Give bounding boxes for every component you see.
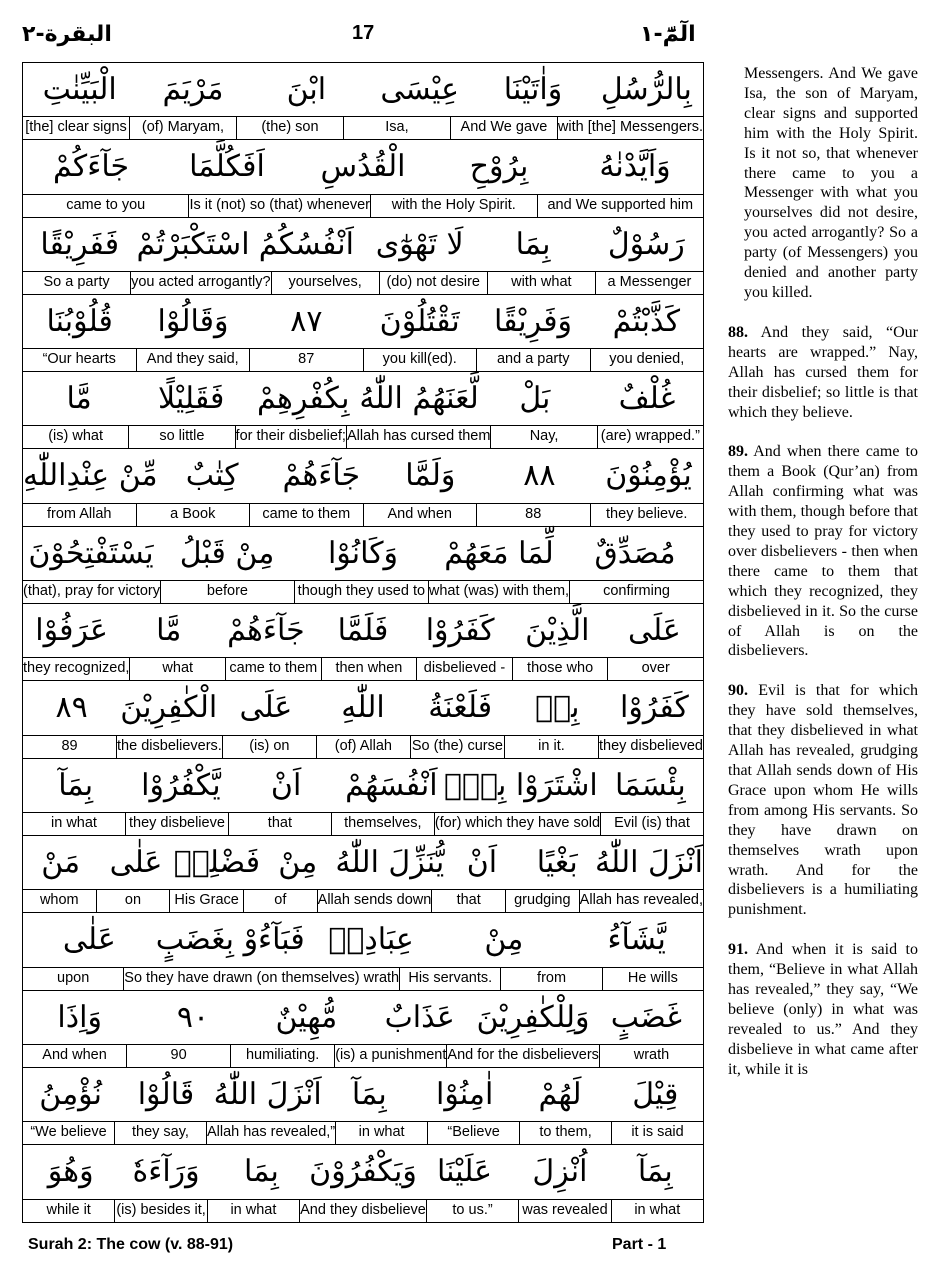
arabic-word: نُؤْمِنُ xyxy=(39,1076,103,1112)
english-gloss: (of) Maryam, xyxy=(129,117,236,139)
juz-name-header: الٓمّٓ-١ xyxy=(640,22,696,47)
english-gloss: you kill(ed). xyxy=(363,349,477,371)
arabic-word: عِبَادِهٖ xyxy=(328,922,414,958)
translation-text-88: And they said, “Our hearts are wrapped.” Nay, Allah has cursed them for their disbelief; so little is that which they believe. xyxy=(728,323,918,421)
english-gloss: whom xyxy=(39,892,79,909)
english-gloss: that xyxy=(228,813,331,835)
grid-row xyxy=(23,218,703,295)
arabic-word: وَيَكْفُرُوْنَ xyxy=(309,1154,417,1190)
arabic-word: بِمَا xyxy=(515,226,551,262)
english-gloss-line xyxy=(23,1044,703,1067)
english-gloss: [the] clear signs xyxy=(25,119,127,136)
english-gloss: those who xyxy=(512,658,608,680)
english-gloss: so little xyxy=(128,426,234,448)
english-gloss: in what xyxy=(611,1200,703,1222)
english-gloss: of xyxy=(243,890,317,912)
arabic-word: غَضَبٍ xyxy=(610,999,682,1035)
english-gloss: to us.” xyxy=(426,1200,518,1222)
arabic-word: لِّمَا مَعَهُمْ xyxy=(444,535,554,571)
arabic-word: عَلٰى xyxy=(109,844,163,880)
grid-row xyxy=(23,991,703,1068)
arabic-word: وَرَآءَهٗ xyxy=(132,1154,200,1190)
arabic-word: اٰمِنُوْا xyxy=(436,1076,494,1112)
arabic-word: قَالُوْا xyxy=(137,1076,195,1112)
english-gloss: His servants. xyxy=(399,968,500,990)
english-gloss: in it. xyxy=(504,736,598,758)
verse-number-90: 90. xyxy=(728,682,748,700)
english-gloss: (do) not desire xyxy=(379,272,487,294)
arabic-word: الْقُدُسِ xyxy=(320,149,406,185)
arabic-word: كِتٰبٌ xyxy=(185,458,239,494)
english-gloss: from Allah xyxy=(47,505,112,522)
verse-number-89: 89. xyxy=(728,443,748,461)
english-gloss: a Book xyxy=(136,504,250,526)
arabic-line xyxy=(23,913,703,967)
arabic-word: ٨٧ xyxy=(290,303,323,339)
english-gloss-line xyxy=(23,194,703,217)
arabic-word: مُّهِيْنٌ xyxy=(275,999,338,1035)
arabic-word: عَرَفُوْا xyxy=(35,613,108,649)
arabic-word: فَضْلِهٖ xyxy=(173,844,261,880)
surah-name-header: البقرة-٢ xyxy=(22,22,112,47)
english-gloss: Allah has revealed, xyxy=(579,890,703,912)
arabic-word: يَسْتَفْتِحُوْنَ xyxy=(28,535,154,571)
arabic-word: بِهٖ xyxy=(535,690,580,726)
arabic-word: اَنْ xyxy=(270,767,302,803)
grid-row xyxy=(23,836,703,913)
english-gloss: (are) wrapped.” xyxy=(597,426,703,448)
translation-verse-87-continued: Messengers. And We gave Isa, the son of Maryam, clear signs and supported him with the Holy Spirit. Is it not so, that whenever there came to you a Messenger with what you yourselves did not desire, you acted arrogantly? So a party (of Messengers) you denied and another party you killed. xyxy=(744,65,918,301)
english-gloss: confirming xyxy=(569,581,703,603)
grid-row xyxy=(23,1145,703,1222)
english-gloss: 90 xyxy=(126,1045,230,1067)
english-gloss: with what xyxy=(487,272,595,294)
english-gloss: in what xyxy=(207,1200,299,1222)
grid-row xyxy=(23,527,703,604)
english-gloss: Is it (not) so (that) whenever xyxy=(188,195,370,217)
english-gloss: while it xyxy=(46,1202,91,1219)
english-gloss: Evil (is) that xyxy=(600,813,703,835)
arabic-word: يَّكْفُرُوْا xyxy=(141,767,221,803)
arabic-line xyxy=(23,218,703,272)
english-gloss: with [the] Messengers. xyxy=(557,117,703,139)
english-gloss: before xyxy=(160,581,294,603)
translation-verse-90 xyxy=(728,681,918,920)
arabic-word: مَرْيَمَ xyxy=(162,72,224,107)
arabic-word: عَلٰى xyxy=(62,922,116,958)
arabic-word: كَفَرُوْا xyxy=(425,613,495,649)
arabic-word: اَفَكُلَّمَا xyxy=(189,149,265,185)
english-gloss: So a party xyxy=(43,273,110,290)
english-gloss: grudging xyxy=(505,890,579,912)
arabic-word: يَّشَآءُ xyxy=(607,922,666,958)
arabic-word: بِئْسَمَا xyxy=(615,767,686,803)
english-gloss: in what xyxy=(51,814,97,831)
english-gloss: And for the disbelievers xyxy=(446,1045,599,1067)
arabic-word: كَذَّبْتُمْ xyxy=(612,303,681,339)
translation-verse-91 xyxy=(728,940,918,1079)
grid-row xyxy=(23,449,703,526)
arabic-word: مِنْ xyxy=(278,844,318,880)
english-gloss: Allah has revealed,” xyxy=(206,1122,335,1144)
english-gloss: upon xyxy=(57,969,90,986)
english-gloss-line xyxy=(23,812,703,835)
arabic-word: قِيْلَ xyxy=(632,1076,679,1112)
arabic-word: اشْتَرَوْا بِهٖٓ xyxy=(443,767,598,803)
arabic-word: اَنْفُسَهُمْ xyxy=(345,767,438,803)
arabic-word: بَغْيًا xyxy=(536,844,578,880)
arabic-word: تَقْتُلُوْنَ xyxy=(379,303,460,339)
english-gloss: you denied, xyxy=(590,349,704,371)
english-gloss-line xyxy=(23,116,703,139)
arabic-word: لَهُمْ xyxy=(538,1076,582,1112)
english-gloss: And they said, xyxy=(136,349,250,371)
english-gloss: (is) what xyxy=(48,428,104,445)
arabic-word: عَذَابٌ xyxy=(384,999,455,1035)
english-gloss: it is said xyxy=(611,1122,703,1144)
english-gloss: then when xyxy=(321,658,417,680)
english-gloss: from xyxy=(500,968,601,990)
verse-number-88: 88. xyxy=(728,323,748,341)
arabic-word: فَقَلِيْلًا xyxy=(157,381,225,417)
arabic-word: ابْنَ xyxy=(286,72,327,107)
english-gloss: they disbelieve xyxy=(125,813,228,835)
english-gloss: Nay, xyxy=(490,426,596,448)
arabic-word: لَا تَهْوٰٓى xyxy=(375,226,464,262)
arabic-word: يُؤْمِنُوْنَ xyxy=(605,458,692,494)
english-gloss: wrath xyxy=(599,1045,703,1067)
english-gloss: you acted arrogantly? xyxy=(130,272,270,294)
arabic-word: مِّنْ عِنْدِاللّٰهِ xyxy=(22,458,158,494)
arabic-word: ٩٠ xyxy=(176,999,210,1035)
arabic-word: وَقَالُوْا xyxy=(157,303,229,339)
english-gloss-line xyxy=(23,967,703,990)
english-gloss: (the) son xyxy=(236,117,343,139)
arabic-word: يُّنَزِّلَ اللّٰهُ xyxy=(335,844,445,880)
grid-row xyxy=(23,681,703,758)
grid-row xyxy=(23,63,703,140)
arabic-word: بَلْ xyxy=(519,381,551,417)
arabic-line xyxy=(23,63,703,117)
english-gloss: though they used to xyxy=(294,581,428,603)
arabic-line xyxy=(23,836,703,890)
arabic-word: وَكَانُوْا xyxy=(327,535,399,571)
arabic-word: وَاِذَا xyxy=(57,999,102,1035)
grid-row xyxy=(23,372,703,449)
arabic-line xyxy=(23,991,703,1045)
english-gloss: (that), pray for victory xyxy=(22,583,160,600)
english-gloss: humiliating. xyxy=(230,1045,334,1067)
english-gloss: the disbelievers. xyxy=(116,736,222,758)
grid-row xyxy=(23,295,703,372)
arabic-word: اُنْزِلَ xyxy=(532,1154,588,1190)
english-gloss-line xyxy=(23,425,703,448)
arabic-word: عَلَى xyxy=(239,690,293,726)
english-gloss: to them, xyxy=(519,1122,611,1144)
arabic-word: بِمَآ xyxy=(351,1076,387,1112)
english-gloss-line xyxy=(23,503,703,526)
english-gloss: came to them xyxy=(249,504,363,526)
arabic-word: اَنْفُسُكُمُ xyxy=(258,226,354,262)
english-gloss: what xyxy=(129,658,225,680)
arabic-word: الَّذِيْنَ xyxy=(525,613,590,649)
arabic-word: مَّا xyxy=(66,381,92,417)
english-gloss: they believe. xyxy=(590,504,704,526)
english-gloss-line xyxy=(23,889,703,912)
arabic-word: اللّٰهِ xyxy=(341,690,385,726)
english-gloss: over xyxy=(607,658,703,680)
english-gloss: yourselves, xyxy=(271,272,379,294)
english-gloss: themselves, xyxy=(331,813,434,835)
arabic-word: بِكُفْرِهِمْ xyxy=(257,381,350,417)
english-gloss: “Believe xyxy=(427,1122,519,1144)
arabic-word: فَفَرِيْقًا xyxy=(40,226,120,262)
arabic-word: غُلْفٌ xyxy=(618,381,676,417)
translation-text-89: And when there came to them a Book (Qur’an) from Allah confirming what was with them, though before that they used to pray for victory over disbelievers - then when there came to them that which they recognized, they disbelieved in it. So the curse of Allah is on the disbelievers. xyxy=(728,443,918,660)
arabic-word: عِيْسَى xyxy=(380,72,460,107)
footer-part-info: Part - 1 xyxy=(612,1236,667,1253)
arabic-word: بِمَا xyxy=(244,1154,279,1190)
english-gloss: for their disbelief; xyxy=(235,426,346,448)
arabic-word: فَلَعْنَةُ xyxy=(428,690,493,726)
arabic-word: وَاٰتَيْنَا xyxy=(503,72,563,107)
arabic-word: كَفَرُوْا xyxy=(620,690,689,726)
english-gloss: was revealed xyxy=(518,1200,610,1222)
english-gloss: So (the) curse xyxy=(410,736,504,758)
arabic-word: عَلَيْنَا xyxy=(436,1154,493,1190)
arabic-word: ٨٩ xyxy=(55,690,88,726)
arabic-word: مِنْ قَبْلُ xyxy=(179,535,275,571)
arabic-word: فَلَمَّا xyxy=(337,613,389,649)
arabic-word: جَآءَهُمْ xyxy=(282,458,361,494)
english-gloss: “We believe xyxy=(30,1124,107,1141)
english-gloss: they say, xyxy=(114,1122,206,1144)
english-gloss: And when xyxy=(42,1046,107,1063)
arabic-word: لَّعَنَهُمُ اللّٰهُ xyxy=(359,381,479,417)
arabic-line xyxy=(23,681,703,735)
english-gloss: Isa, xyxy=(343,117,450,139)
translation-column xyxy=(728,64,918,1100)
arabic-word: رَسُوْلٌ xyxy=(607,226,685,262)
english-gloss: Allah sends down xyxy=(317,890,432,912)
english-gloss: and We supported him xyxy=(537,195,704,217)
english-gloss: (of) Allah xyxy=(316,736,410,758)
arabic-line xyxy=(23,527,703,581)
english-gloss: 89 xyxy=(61,737,78,754)
arabic-word: بِرُوْحِ xyxy=(469,149,529,185)
english-gloss: And We gave xyxy=(450,117,557,139)
english-gloss: and a party xyxy=(476,349,590,371)
translation-text-90: Evil is that for which they have sold themselves, that they disbelieved in what Allah has revealed, grudging that Allah sends down of His Grace upon whom He wills from among His servants. So they have drawn on themselves wrath upon wrath. And for the disbelievers is a humiliating punishment. xyxy=(728,682,918,919)
grid-row xyxy=(23,604,703,681)
arabic-word: قُلُوْبُنَا xyxy=(46,303,113,339)
english-gloss: what (was) with them, xyxy=(428,581,569,603)
english-gloss: they recognized, xyxy=(23,660,130,677)
english-gloss: came to you xyxy=(66,196,146,213)
arabic-word: مَّا xyxy=(156,613,182,649)
verse-number-91: 91. xyxy=(728,941,748,959)
arabic-word: جَآءَكُمْ xyxy=(52,149,130,185)
english-gloss-line xyxy=(23,735,703,758)
arabic-word: وَاَيَّدْنٰهُ xyxy=(599,149,671,185)
grid-row xyxy=(23,1068,703,1145)
arabic-word: الْكٰفِرِيْنَ xyxy=(120,690,218,726)
english-gloss: (is) besides it, xyxy=(114,1200,206,1222)
arabic-line xyxy=(23,759,703,813)
english-gloss-line xyxy=(23,271,703,294)
arabic-line xyxy=(23,1145,703,1199)
english-gloss: His Grace xyxy=(169,890,243,912)
english-gloss: disbelieved - xyxy=(416,658,512,680)
english-gloss: that xyxy=(431,890,505,912)
english-gloss: a Messenger xyxy=(595,272,703,294)
english-gloss: in what xyxy=(335,1122,427,1144)
grid-row xyxy=(23,140,703,217)
arabic-word: بِمَآ xyxy=(637,1154,673,1190)
english-gloss: (is) on xyxy=(222,736,316,758)
arabic-line xyxy=(23,449,703,503)
arabic-word: اَنْ xyxy=(466,844,498,880)
english-gloss: And when xyxy=(363,504,477,526)
english-gloss: So they have drawn (on themselves) wrath xyxy=(123,968,399,990)
arabic-word: مَنْ xyxy=(41,844,81,880)
arabic-line xyxy=(23,1068,703,1122)
english-gloss-line xyxy=(23,348,703,371)
arabic-word: جَآءَهُمْ xyxy=(227,613,305,649)
english-gloss: And they disbelieve xyxy=(299,1200,426,1222)
grid-row xyxy=(23,913,703,990)
arabic-word: عَلَى xyxy=(628,613,681,649)
arabic-word: وَلَمَّا xyxy=(405,458,456,494)
grid-row xyxy=(23,759,703,836)
english-gloss-line xyxy=(23,580,703,603)
translation-text-91: And when it is said to them, “Believe in what Allah has revealed,” they say, “We believe (only) in what was revealed to us.” And they disbelieve in what came after it, while it is xyxy=(728,941,918,1078)
arabic-word: اَنْزَلَ اللّٰهُ xyxy=(213,1076,322,1112)
arabic-word: مُصَدِّقٌ xyxy=(594,535,676,571)
english-gloss: came to them xyxy=(225,658,321,680)
english-gloss: with the Holy Spirit. xyxy=(370,195,537,217)
english-gloss: 87 xyxy=(249,349,363,371)
arabic-word: ٨٨ xyxy=(523,458,556,494)
english-gloss-line xyxy=(23,1199,703,1222)
english-gloss: He wills xyxy=(602,968,703,990)
arabic-word: اَنْزَلَ اللّٰهُ xyxy=(594,844,703,880)
english-gloss: “Our hearts xyxy=(42,351,116,368)
arabic-word: وَهُوَ xyxy=(47,1154,94,1190)
arabic-word: وَلِلْكٰفِرِيْنَ xyxy=(476,999,590,1035)
english-gloss: they disbelieved xyxy=(598,736,703,758)
translation-verse-88 xyxy=(728,323,918,423)
arabic-word: وَفَرِيْقًا xyxy=(493,303,573,339)
footer-surah-info: Surah 2: The cow (v. 88-91) xyxy=(28,1236,234,1253)
english-gloss: (for) which they have sold xyxy=(434,813,600,835)
word-by-word-grid xyxy=(22,62,704,1223)
arabic-word: مِنْ xyxy=(484,922,524,958)
english-gloss: on xyxy=(96,890,170,912)
english-gloss-line xyxy=(23,657,703,680)
arabic-line xyxy=(23,604,703,658)
english-gloss: Allah has cursed them xyxy=(346,426,490,448)
arabic-line xyxy=(23,295,703,349)
english-gloss: 88 xyxy=(476,504,590,526)
arabic-word: اسْتَكْبَرْتُمْ xyxy=(136,226,250,262)
arabic-word: الْبَيِّنٰتِ xyxy=(42,72,117,107)
translation-verse-89 xyxy=(728,442,918,661)
arabic-line xyxy=(23,372,703,426)
arabic-line xyxy=(23,140,703,194)
page-number: 17 xyxy=(352,22,375,44)
arabic-word: بِمَآ xyxy=(58,767,94,803)
english-gloss-line xyxy=(23,1121,703,1144)
english-gloss: (is) a punishment xyxy=(334,1045,446,1067)
arabic-word: فَبَآءُوْ بِغَضَبٍ xyxy=(155,922,305,958)
arabic-word: بِالرُّسُلِ xyxy=(600,72,692,107)
